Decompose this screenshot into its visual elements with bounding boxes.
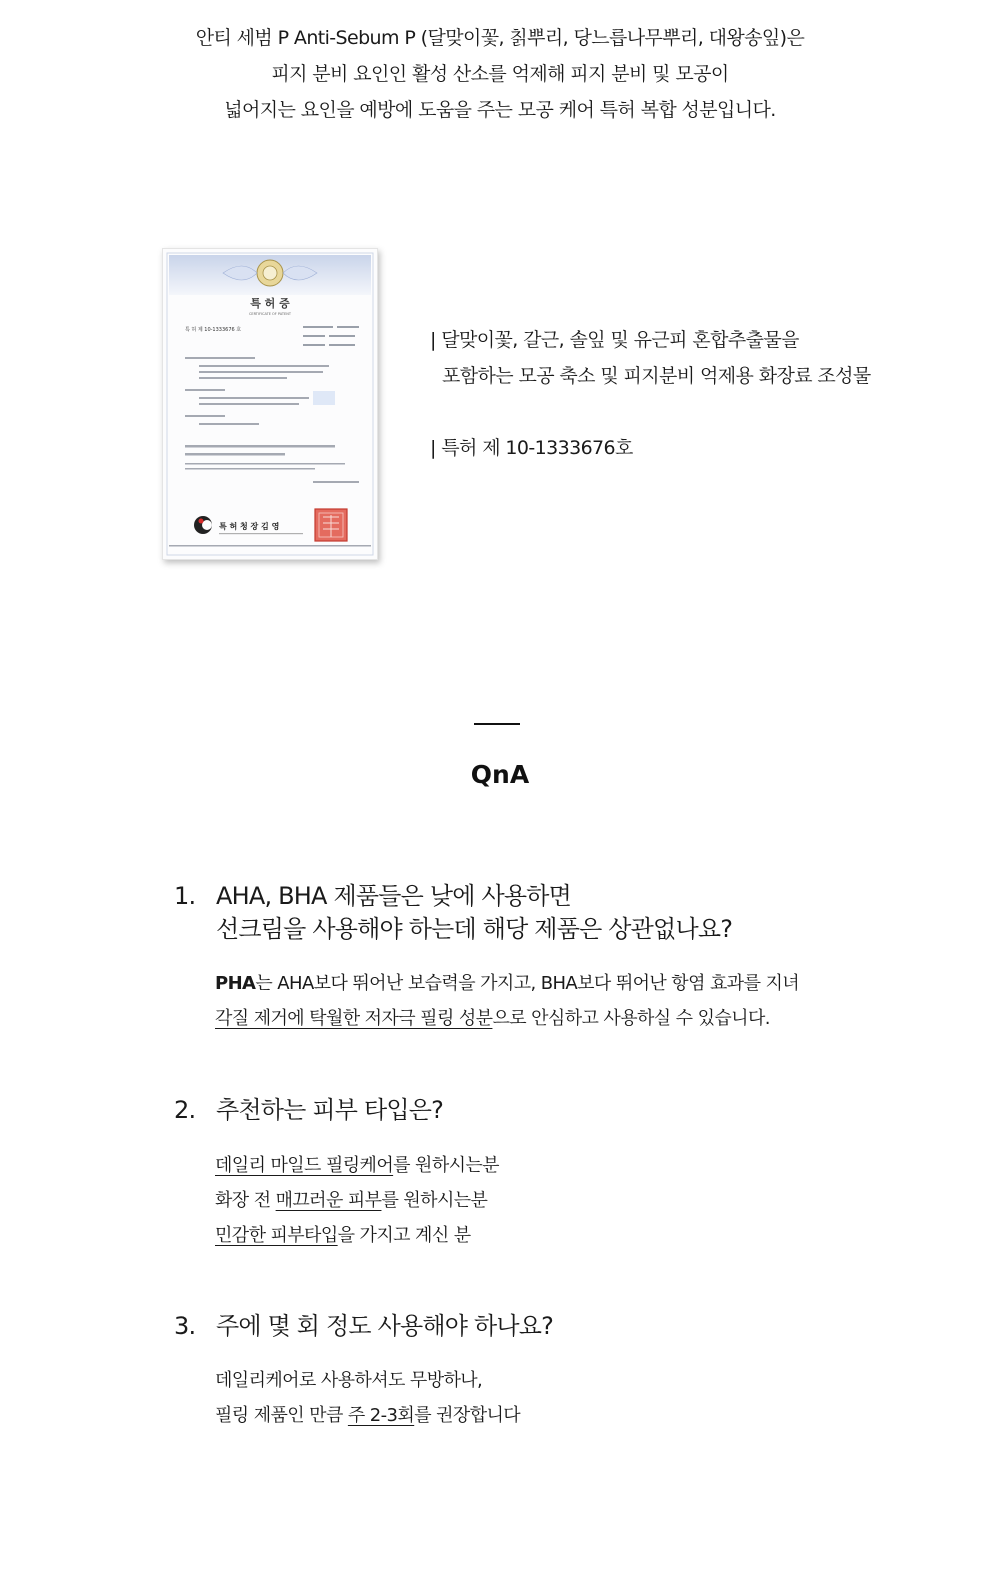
qna-title: QnA — [470, 760, 530, 789]
patent-info — [430, 322, 871, 466]
certificate-number: 특 허 제 10-1333676 호 — [185, 327, 242, 333]
answer-2-line-2 — [215, 1183, 499, 1218]
question-1-line-1: AHA, BHA 제품들은 낮에 사용하면 — [216, 882, 571, 910]
intro-paragraph — [0, 20, 1000, 128]
answer-underline: 주 2-3회 — [347, 1405, 415, 1426]
official-seal-icon — [315, 509, 347, 541]
answer-text: 를 원하시는분 — [393, 1155, 499, 1176]
intro-line-2: 피지 분비 요인인 활성 산소를 억제해 피지 분비 및 모공이 — [271, 63, 729, 85]
patent-description-line-2: 포함하는 모공 축소 및 피지분비 억제용 화장료 조성물 — [442, 365, 871, 387]
intro-line-3: 넓어지는 요인을 예방에 도움을 주는 모공 케어 특허 복합 성분입니다. — [224, 99, 776, 121]
answer-1-line-2 — [215, 1001, 799, 1036]
question-2-line-1: 추천하는 피부 타입은? — [216, 1096, 444, 1124]
section-divider — [474, 723, 520, 725]
patent-certificate-image — [162, 248, 378, 560]
answer-3-line-2 — [215, 1398, 520, 1433]
answer-2 — [215, 1148, 499, 1253]
answer-1-line-1 — [215, 966, 799, 1001]
question-1-line-2: 선크림을 사용해야 하는데 해당 제품은 상관없나요? — [216, 915, 733, 943]
spacer — [430, 394, 871, 430]
patent-office-logo-icon — [194, 516, 212, 534]
answer-2-line-3 — [215, 1218, 499, 1253]
question-number: 1. — [174, 882, 196, 910]
answer-text: 를 권장합니다 — [414, 1405, 521, 1426]
certificate-subtitle: CERTIFICATE OF PATENT — [248, 312, 292, 316]
answer-text: 필링 제품인 만큼 — [215, 1405, 348, 1426]
answer-underline: 각질 제거에 탁월한 저자극 필링 성분 — [215, 1008, 493, 1029]
question-1 — [174, 880, 874, 950]
answer-3 — [215, 1363, 520, 1433]
question-3 — [174, 1310, 874, 1346]
answer-3-line-1: 데일리케어로 사용하셔도 무방하나, — [215, 1370, 483, 1391]
answer-1 — [215, 966, 799, 1036]
answer-2-line-1 — [215, 1148, 499, 1183]
intro-line-1: 안티 세범 P Anti-Sebum P (달맞이꽃, 칡뿌리, 당느릅나무뿌리, 대왕송잎)은 — [195, 27, 805, 49]
patent-number: | 특허 제 10-1333676호 — [430, 437, 633, 459]
question-3-line-1: 주에 몇 회 정도 사용해야 하나요? — [216, 1312, 554, 1340]
certificate-title: 특 허 증 — [250, 297, 290, 310]
answer-text: 를 원하시는분 — [381, 1190, 488, 1211]
question-number: 3. — [174, 1312, 196, 1340]
question-number: 2. — [174, 1096, 196, 1124]
answer-text: 을 가지고 계신 분 — [337, 1225, 471, 1246]
answer-underline: 매끄러운 피부 — [275, 1190, 382, 1211]
certificate-issuer: 특 허 청 장 김 영 — [219, 522, 280, 531]
answer-text: 으로 안심하고 사용하실 수 있습니다. — [492, 1008, 770, 1029]
patent-description-line-1: | 달맞이꽃, 갈근, 솔잎 및 유근피 혼합추출물을 — [430, 329, 799, 351]
answer-underline: 데일리 마일드 필링케어 — [215, 1155, 394, 1176]
answer-text: 화장 전 — [215, 1190, 276, 1211]
answer-highlight: PHA — [215, 973, 256, 994]
question-2 — [174, 1094, 874, 1130]
answer-underline: 민감한 피부타입 — [215, 1225, 338, 1246]
answer-text: 는 AHA보다 뛰어난 보습력을 가지고, BHA보다 뛰어난 항염 효과를 지녀 — [255, 973, 800, 994]
